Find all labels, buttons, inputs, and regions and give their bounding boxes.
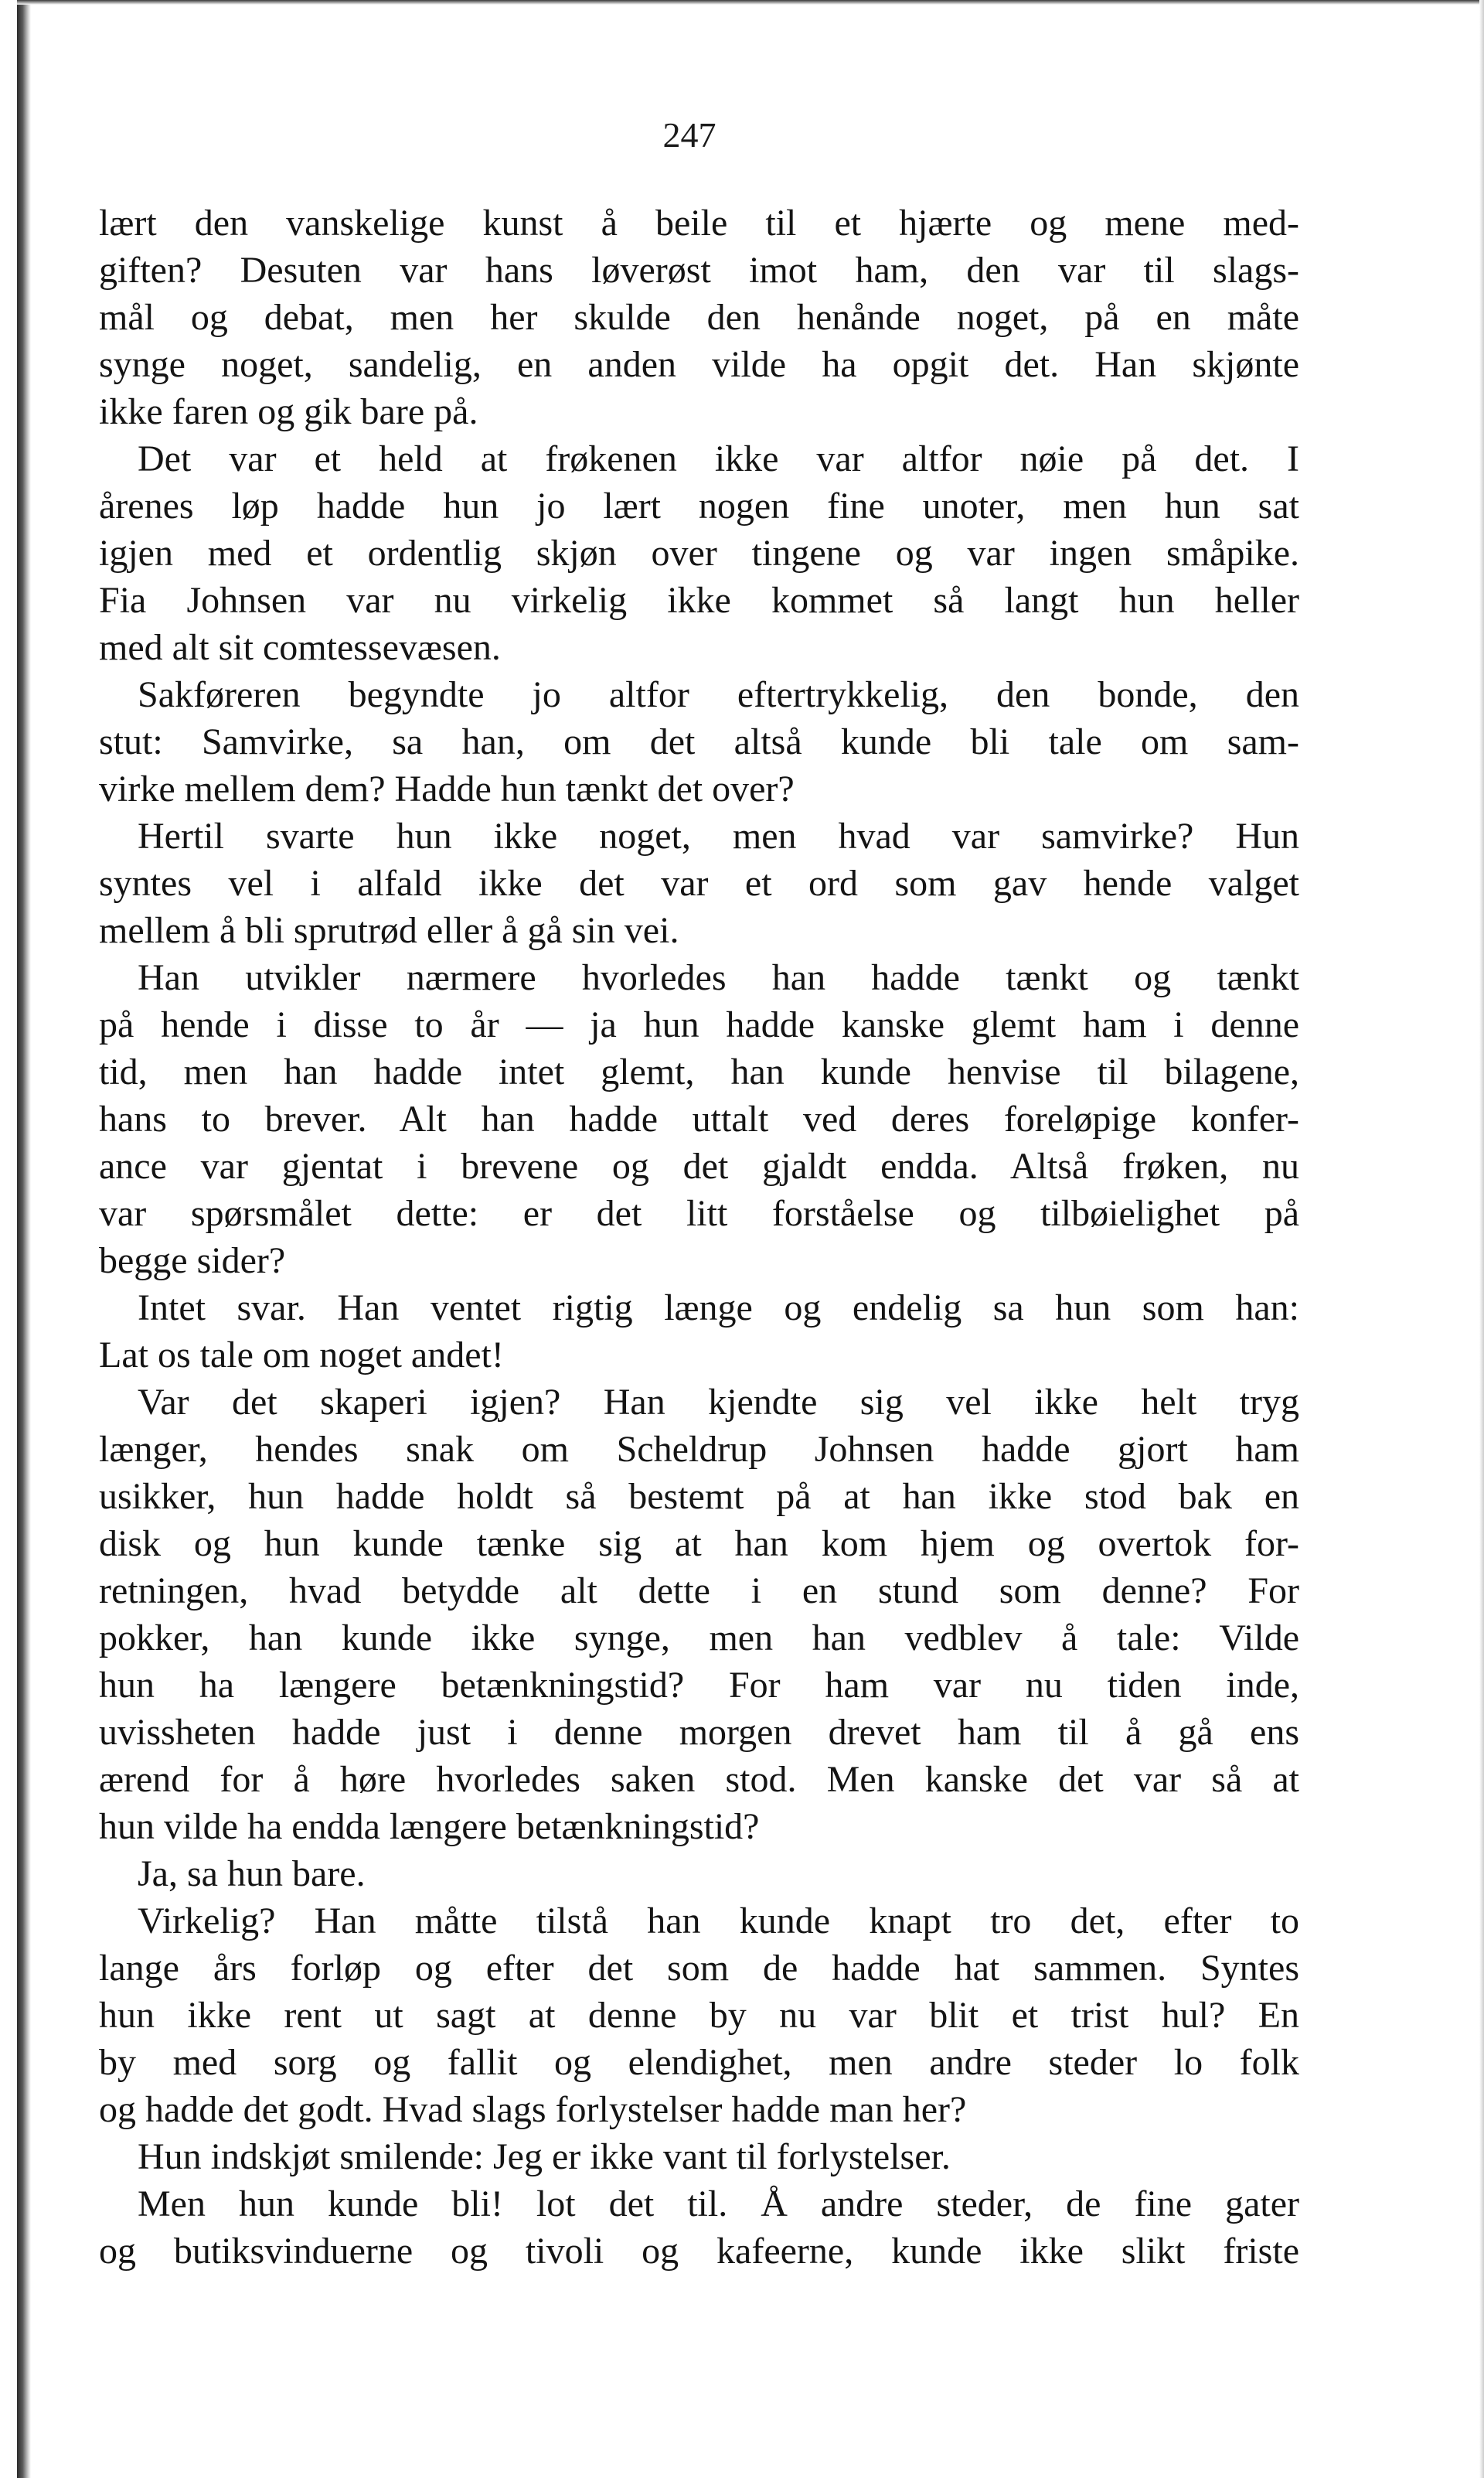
text-line: hans to brever. Alt han hadde uttalt ved deres foreløpige konfer- [99,1099,1299,1140]
text-line: lært den vanskelige kunst å beile til et hjærte og mene med- [99,203,1299,244]
text-line: Var det skaperi igjen? Han kjendte sig vel ikke helt tryg [138,1382,1299,1423]
page-shadow-left [17,0,31,2478]
text-line: usikker, hun hadde holdt så bestemt på at han ikke stod bak en [99,1476,1299,1517]
text-line: hun ikke rent ut sagt at denne by nu var blit et trist hul? En [99,1995,1299,2036]
text-line: mål og debat, men her skulde den henånde noget, på en måte [99,297,1299,338]
text-line: mellem å bli sprutrød eller å gå sin vei. [99,910,679,951]
page-number: 247 [662,115,716,155]
text-line: og hadde det godt. Hvad slags forlystelser hadde man her? [99,2089,967,2130]
text-line: lange års forløp og efter det som de hadde hat sammen. Syntes [99,1948,1299,1989]
text-line: virke mellem dem? Hadde hun tænkt det over? [99,769,795,810]
text-line: by med sorg og fallit og elendighet, men andre steder lo folk [99,2042,1299,2083]
text-line: giften? Desuten var hans løverøst imot ham, den var til slags- [99,250,1299,291]
text-line: ance var gjentat i brevene og det gjaldt endda. Altså frøken, nu [99,1146,1299,1187]
text-line: var spørsmålet dette: er det litt forståelse og tilbøielighet på [99,1193,1299,1234]
page-shadow-right [1479,0,1484,2478]
text-line: Han utvikler nærmere hvorledes han hadde tænkt og tænkt [138,957,1299,998]
text-line: ærend for å høre hvorledes saken stod. Men kanske det var så at [99,1759,1299,1800]
text-line: retningen, hvad betydde alt dette i en stund som denne? For [99,1570,1299,1611]
text-line: Intet svar. Han ventet rigtig længe og endelig sa hun som han: [138,1287,1299,1328]
text-line: syntes vel i alfald ikke det var et ord som gav hende valget [99,863,1299,904]
text-line: Det var et held at frøkenen ikke var altfor nøie på det. I [138,438,1299,479]
text-line: igjen med et ordentlig skjøn over tingene og var ingen småpike. [99,533,1299,574]
text-line: synge noget, sandelig, en anden vilde ha opgit det. Han skjønte [99,344,1299,385]
text-line: og butiksvinduerne og tivoli og kafeerne, kunde ikke slikt friste [99,2231,1299,2272]
text-line: begge sider? [99,1240,286,1281]
text-line: årenes løp hadde hun jo lært nogen fine unoter, men hun sat [99,486,1299,527]
text-line: disk og hun kunde tænke sig at han kom hjem og overtok for- [99,1523,1299,1564]
text-line: længer, hendes snak om Scheldrup Johnsen hadde gjort ham [99,1429,1299,1470]
text-line: Ja, sa hun bare. [138,1853,366,1894]
body-text [99,199,1299,2275]
text-line: Men hun kunde bli! lot det til. Å andre steder, de fine gater [138,2183,1299,2224]
text-line: stut: Samvirke, sa han, om det altså kunde bli tale om sam- [99,721,1299,762]
text-line: Lat os tale om noget andet! [99,1334,504,1375]
text-line: tid, men han hadde intet glemt, han kunde henvise til bilagene, [99,1052,1299,1092]
text-line: uvissheten hadde just i denne morgen drevet ham til å gå ens [99,1712,1299,1753]
text-line: med alt sit comtessevæsen. [99,627,501,668]
text-line: Sakføreren begyndte jo altfor eftertrykkelig, den bonde, den [138,674,1299,715]
text-line: på hende i disse to år — ja hun hadde kanske glemt ham i denne [99,1004,1299,1045]
text-line: hun ha længere betænkningstid? For ham var nu tiden inde, [99,1665,1299,1706]
text-line: Hertil svarte hun ikke noget, men hvad var samvirke? Hun [138,816,1299,857]
text-line: pokker, han kunde ikke synge, men han vedblev å tale: Vilde [99,1617,1299,1658]
text-line: ikke faren og gik bare på. [99,391,478,432]
text-line: Hun indskjøt smilende: Jeg er ikke vant til forlystelser. [138,2136,951,2177]
page-shadow-top [17,0,1484,5]
text-line: Virkelig? Han måtte tilstå han kunde knapt tro det, efter to [138,1900,1299,1941]
text-line: Fia Johnsen var nu virkelig ikke kommet så langt hun heller [99,580,1299,621]
text-line: hun vilde ha endda længere betænkningstid? [99,1806,760,1847]
